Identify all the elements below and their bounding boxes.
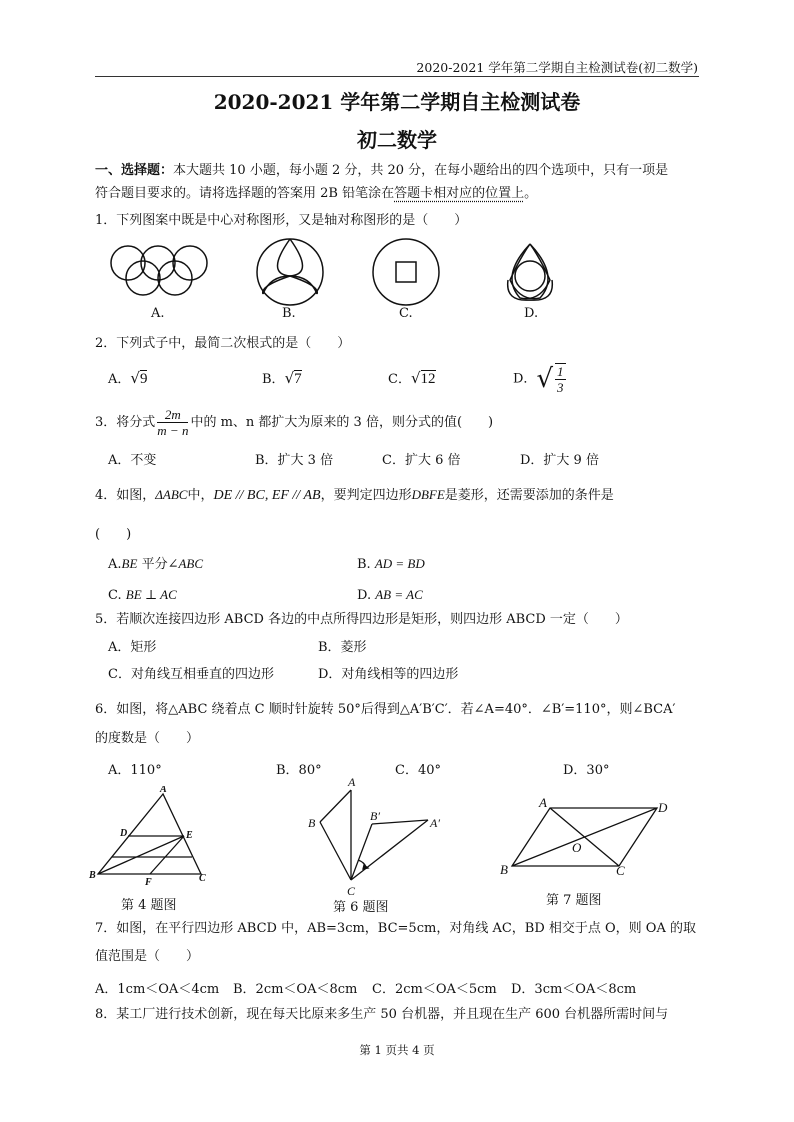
q5-option-a: A．矩形 [108,640,157,655]
exam-subject: 初二数学 [357,128,437,152]
q2-option-c: C．√12 [388,369,436,387]
figure-6 [300,774,460,900]
q3-fraction: $\frac{2m}{m - n}$ [157,407,189,438]
section1-line2: 符合题目要求的。请将选择题的答案用 2B 铅笔涂在答题卡相对应的位置上。 [95,186,538,201]
q4-option-b: B. AD = BD [357,556,425,572]
fig4-label-c: C [199,873,206,884]
answer-card-emphasis: 答题卡相对应的位置上 [394,186,525,201]
page-footer: 第 1 页共 4 页 [359,1043,435,1057]
q1-figures [100,236,600,308]
fig6-label-c: C [347,884,356,898]
fig6-caption: 第 6 题图 [333,900,389,915]
page-header: 2020-2021 学年第二学期自主检测试卷(初二数学) [416,60,698,75]
fig6-label-b: B [308,816,316,830]
q6-option-b: B．80° [276,763,322,778]
q4-option-a: A.BE 平分∠ABC [108,556,204,572]
fig4-label-b: B [89,870,96,881]
q3-option-a: A．不变 [108,453,157,468]
figure-4 [88,786,218,890]
q4-stem: 4．如图，ΔABC中，DE // BC, EF // AB，要判定四边形DBFE是菱形，还需要添加的条件是 [95,487,614,503]
fig4-label-e: E [186,830,193,841]
triquetra-figure [508,244,553,300]
fig4-label-a: A [160,786,167,795]
fig4-caption: 第 4 题图 [121,898,177,913]
fig7-label-c: C [616,863,625,878]
q8-stem-line1: 8．某工厂进行技术创新，现在每天比原来多生产 50 台机器，并且现在生产 600 台机器所需时间与 [95,1007,669,1022]
fig7-label-o: O [572,840,582,855]
fig7-label-b: B [500,862,508,877]
section1-label: 一、选择题： [95,163,174,178]
fig6-label-a: A [348,775,356,789]
q5-option-b: B．菱形 [318,640,367,655]
q2-stem: 2．下列式子中，最简二次根式的是（ ） [95,336,351,351]
fig7-label-d: D [658,800,668,815]
q1-stem: 1．下列图案中既是中心对称图形，又是轴对称图形的是（ ） [95,213,468,228]
fig6-label-a-prime: A′ [430,816,440,830]
fig7-caption: 第 7 题图 [546,893,602,908]
q6-option-c: C．40° [395,763,441,778]
q7-option-d: D．3cm＜OA＜8cm [511,982,637,997]
q2-option-d: D．√ $\frac{1}{3}$ [513,364,564,395]
fig6-label-b-prime: B′ [370,809,380,823]
q1-option-b: B. [282,306,296,321]
q4-option-d: D. AB = AC [357,587,423,603]
coin-square-figure [373,239,439,305]
figure-7 [492,794,682,884]
q5-stem: 5．若顺次连接四边形 ABCD 各边的中点所得四边形是矩形，则四边形 ABCD 一定（ ） [95,612,628,627]
fig4-label-d: D [120,828,128,839]
q7-option-c: C．2cm＜OA＜5cm [372,982,497,997]
q7-stem-line1: 7．如图，在平行四边形 ABCD 中，AB=3cm，BC=5cm，对角线 AC，BD 相交于点 O，则 OA 的取 [95,921,696,936]
fig4-label-f: F [145,877,152,888]
three-petal-circle-figure [257,239,323,305]
q3-option-d: D．扩大 9 倍 [520,453,599,468]
fig7-label-a: A [539,795,547,810]
q6-stem-line1: 6．如图，将△ABC 绕着点 C 顺时针旋转 50°后得到△A′B′C′．若∠A=40°．∠B′=110°，则∠BCA′ [95,702,676,717]
q4-option-c: C. BE ⊥ AC [108,587,177,603]
section1-line1: 一、选择题：本大题共 10 小题，每小题 2 分，共 20 分，在每小题给出的四个选项中，只有一项是 [95,163,669,178]
q3-option-c: C．扩大 6 倍 [382,453,461,468]
q7-stem-line2: 值范围是（ ） [95,949,200,964]
q5-option-c: C．对角线互相垂直的四边形 [108,667,274,682]
q2-option-a: A．√9 [108,369,148,387]
q1-option-d: D. [524,306,539,321]
q6-option-d: D．30° [563,763,610,778]
olympic-rings-figure [111,246,207,295]
q6-option-a: A．110° [108,763,162,778]
q7-option-a: A．1cm＜OA＜4cm [95,982,220,997]
q4-paren: ( ) [95,527,132,542]
q3-stem: 3．将分式 $\frac{2m}{m - n}$ 中的 m、n 都扩大为原来的 3 倍，则分式的值( ) [95,407,494,438]
q3-option-b: B．扩大 3 倍 [255,453,334,468]
exam-title: 2020-2021 学年第二学期自主检测试卷 [213,90,581,114]
q1-option-c: C. [399,306,413,321]
q2-option-b: B．√7 [262,369,302,387]
q7-option-b: B．2cm＜OA＜8cm [233,982,358,997]
q5-option-d: D．对角线相等的四边形 [318,667,459,682]
header-divider [95,76,699,77]
q6-stem-line2: 的度数是（ ） [95,731,200,746]
q1-option-a: A. [151,306,165,321]
